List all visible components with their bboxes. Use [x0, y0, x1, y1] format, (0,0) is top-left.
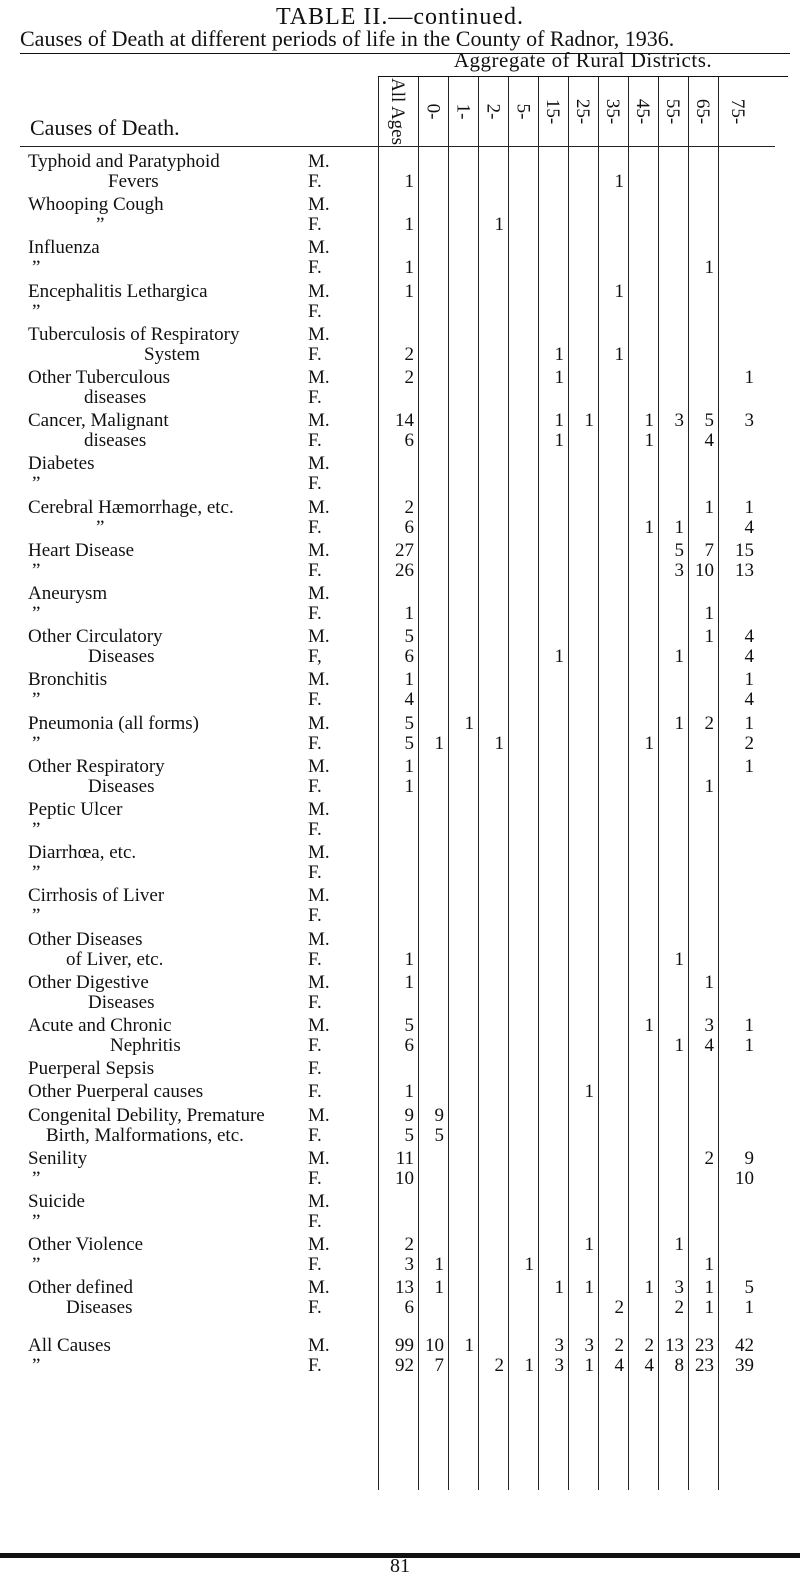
cause-label: Puerperal Sepsis	[28, 1058, 155, 1080]
sex-marker: M.	[308, 367, 330, 388]
table-cell: 1	[704, 626, 714, 648]
table-cell: 1	[524, 1254, 534, 1276]
sex-marker: F.	[308, 171, 322, 192]
table-cell: 1	[584, 1081, 594, 1103]
sex-marker: F.	[308, 559, 322, 581]
cause-label: Peptic Ulcer	[28, 799, 123, 820]
cause-label: Cancer, Malignant	[28, 410, 169, 432]
table-cell: 1	[704, 1254, 714, 1276]
cause-label: Typhoid and Paratyphoid	[28, 151, 220, 172]
table-cell: 1	[644, 516, 654, 538]
sex-marker: F.	[308, 430, 322, 452]
cause-label: Diabetes	[28, 453, 95, 475]
sex-marker: F.	[308, 1124, 322, 1146]
cause-label: Diseases	[66, 1297, 133, 1319]
table-cell: 6	[404, 1297, 414, 1319]
cause-label: ”	[32, 1167, 41, 1189]
cause-label: Fevers	[108, 171, 159, 192]
table-cell: 1	[554, 410, 564, 432]
sex-marker: M.	[308, 928, 330, 950]
cause-label: diseases	[84, 430, 147, 452]
sex-marker: M.	[308, 323, 330, 345]
column-rule	[508, 77, 509, 1490]
sex-marker: F.	[308, 516, 322, 538]
table-cell: 1	[744, 367, 754, 388]
table-cell: 1	[464, 1334, 474, 1356]
cause-label: Whooping Cough	[28, 194, 164, 216]
table-cell: 11	[395, 1147, 414, 1169]
sex-marker: M.	[308, 971, 330, 993]
table-cell: 2	[404, 1234, 414, 1256]
cause-label: diseases	[84, 387, 147, 408]
table-cell: 1	[644, 1277, 654, 1299]
table-cell: 1	[674, 646, 684, 668]
table-cell: 6	[404, 430, 414, 452]
table-cell: 1	[614, 280, 624, 302]
column-header: 45-	[632, 98, 654, 124]
table-cell: 9	[744, 1147, 754, 1169]
table-cell: 92	[395, 1354, 414, 1376]
table-subtitle: Causes of Death at different periods of life in the County of Radnor, 1936.	[20, 26, 675, 51]
sex-marker: F.	[308, 300, 322, 322]
sex-marker: M.	[308, 669, 330, 691]
table-cell: 1	[744, 496, 754, 518]
cause-label: Influenza	[28, 237, 100, 259]
table-cell: 6	[404, 1035, 414, 1056]
cause-label: ”	[32, 300, 41, 322]
table-cell: 1	[524, 1354, 534, 1376]
table-cell: 1	[404, 603, 414, 624]
sex-marker: M.	[308, 539, 330, 561]
cause-label: Birth, Malformations, etc.	[46, 1124, 244, 1146]
sex-marker: F.	[308, 819, 322, 840]
cause-label: Pneumonia (all forms)	[28, 712, 199, 734]
table-cell: 1	[404, 1081, 414, 1103]
table-cell: 1	[674, 948, 684, 970]
column-header: 15-	[542, 98, 564, 124]
table-cell: 1	[744, 1015, 754, 1036]
table-cell: 1	[554, 1277, 564, 1299]
column-header: 35-	[602, 98, 624, 124]
table-cell: 1	[674, 712, 684, 734]
table-cell: 1	[704, 971, 714, 993]
cause-label: ”	[32, 689, 41, 711]
table-cell: 2	[644, 1334, 654, 1356]
table-cell: 13	[665, 1334, 684, 1356]
table-cell: 2	[404, 496, 414, 518]
cause-label: Heart Disease	[28, 539, 135, 561]
cause-label: Suicide	[28, 1191, 85, 1212]
cause-label: of Liver, etc.	[66, 948, 164, 970]
table-cell: 1	[404, 948, 414, 970]
table-cell: 4	[404, 689, 414, 711]
table-cell: 5	[404, 626, 414, 648]
sex-marker: F.	[308, 862, 322, 884]
column-header: 2-	[482, 103, 504, 119]
table-cell: 10	[395, 1167, 414, 1189]
table-cell: 1	[614, 171, 624, 192]
table-cell: 1	[644, 410, 654, 432]
table-cell: 1	[434, 732, 444, 754]
cause-label: Diseases	[88, 646, 155, 668]
table-cell: 5	[744, 1277, 754, 1299]
column-header: 55-	[662, 98, 684, 124]
cause-label: Tuberculosis of Respiratory	[28, 323, 240, 345]
table-cell: 10	[695, 559, 714, 581]
table-cell: 1	[554, 343, 564, 365]
table-cell: 2	[494, 1354, 504, 1376]
sex-marker: F.	[308, 775, 322, 797]
table-cell: 3	[704, 1015, 714, 1036]
column-rule	[718, 77, 719, 1490]
table-cell: 99	[395, 1334, 414, 1356]
table-cell: 2	[744, 732, 754, 754]
sex-marker: F.	[308, 1167, 322, 1189]
table-title: TABLE II.—continued.	[275, 4, 525, 30]
table-cell: 3	[674, 559, 684, 581]
table-cell: 4	[704, 430, 714, 452]
table-cell: 23	[695, 1334, 714, 1356]
table-cell: 2	[614, 1334, 624, 1356]
sex-marker: M.	[308, 842, 330, 864]
cause-label: Other Circulatory	[28, 626, 163, 648]
sex-marker: M.	[308, 1104, 330, 1126]
cause-label: Aneurysm	[28, 583, 108, 604]
sex-marker: M.	[308, 712, 330, 734]
table-cell: 1	[404, 214, 414, 236]
table-cell: 1	[434, 1277, 444, 1299]
table-cell: 27	[395, 539, 414, 561]
page-number: 81	[390, 1555, 410, 1577]
table-cell: 3	[674, 1277, 684, 1299]
table-cell: 1	[674, 1035, 684, 1056]
cause-label: ”	[32, 905, 41, 927]
table-cell: 1	[744, 712, 754, 734]
cause-label: Other Tuberculous	[28, 367, 170, 388]
cause-label: Cerebral Hæmorrhage, etc.	[28, 496, 234, 518]
cause-label: ”	[32, 1211, 41, 1232]
cause-label: Encephalitis Lethargica	[28, 280, 208, 302]
cause-label: ”	[96, 516, 105, 538]
cause-label: ”	[96, 214, 105, 236]
table-cell: 1	[644, 1015, 654, 1036]
table-cell: 3	[554, 1334, 564, 1356]
sex-marker: F.	[308, 603, 322, 624]
table-cell: 1	[704, 775, 714, 797]
table-cell: 5	[404, 712, 414, 734]
column-header: 75-	[727, 98, 749, 124]
sex-marker: F.	[308, 1297, 322, 1319]
sex-marker: M.	[308, 626, 330, 648]
cause-label: ”	[32, 473, 41, 495]
table-cell: 1	[584, 410, 594, 432]
table-cell: 13	[395, 1277, 414, 1299]
cause-label: Other Diseases	[28, 928, 143, 950]
sex-marker: M.	[308, 583, 330, 604]
cause-label: ”	[32, 732, 41, 754]
cause-label: ”	[32, 257, 41, 279]
table-cell: 1	[744, 1035, 754, 1056]
sex-marker: M.	[308, 237, 330, 259]
cause-label: ”	[32, 862, 41, 884]
sex-marker: F.	[308, 1354, 322, 1376]
table-cell: 5	[404, 1124, 414, 1146]
table-cell: 4	[704, 1035, 714, 1056]
sex-marker: F.	[308, 905, 322, 927]
table-cell: 1	[644, 732, 654, 754]
sex-marker: F.	[308, 473, 322, 495]
aggregate-rule	[378, 76, 788, 77]
table-cell: 6	[404, 646, 414, 668]
table-cell: 10	[425, 1334, 444, 1356]
table-cell: 1	[404, 755, 414, 777]
table-cell: 1	[404, 775, 414, 797]
cause-label: Diseases	[88, 991, 155, 1013]
table-cell: 1	[554, 367, 564, 388]
column-header: All Ages	[387, 77, 409, 145]
table-cell: 42	[735, 1334, 754, 1356]
sex-marker: M.	[308, 1147, 330, 1169]
table-cell: 9	[434, 1104, 444, 1126]
sex-marker: M.	[308, 1234, 330, 1256]
cause-label: Bronchitis	[28, 669, 108, 691]
cause-label: Other defined	[28, 1277, 133, 1299]
table-cell: 1	[404, 669, 414, 691]
table-cell: 3	[584, 1334, 594, 1356]
cause-label: ”	[32, 603, 41, 624]
table-cell: 1	[554, 646, 564, 668]
sex-marker: F.	[308, 1035, 322, 1056]
column-rule	[448, 77, 449, 1490]
cause-label: Other Violence	[28, 1234, 144, 1256]
sex-marker: F,	[308, 646, 322, 668]
table-cell: 6	[404, 516, 414, 538]
cause-label: ”	[32, 559, 41, 581]
table-cell: 1	[434, 1254, 444, 1276]
table-cell: 1	[704, 603, 714, 624]
sex-marker: M.	[308, 1277, 330, 1299]
column-header: 0-	[422, 103, 444, 119]
table-cell: 5	[404, 1015, 414, 1036]
table-cell: 1	[704, 1297, 714, 1319]
table-cell: 5	[404, 732, 414, 754]
table-cell: 4	[744, 516, 754, 538]
cause-label: Diarrhœa, etc.	[28, 842, 137, 864]
table-cell: 2	[404, 343, 414, 365]
table-cell: 1	[404, 280, 414, 302]
cause-label: Senility	[28, 1147, 88, 1169]
table-cell: 5	[674, 539, 684, 561]
table-cell: 1	[584, 1234, 594, 1256]
sex-marker: M.	[308, 496, 330, 518]
table-cell: 1	[494, 732, 504, 754]
sex-marker: M.	[308, 755, 330, 777]
sex-marker: M.	[308, 410, 330, 432]
column-header: 1-	[452, 103, 474, 119]
sex-marker: M.	[308, 194, 330, 216]
table-cell: 1	[614, 343, 624, 365]
sex-marker: M.	[308, 1015, 330, 1036]
table-cell: 3	[554, 1354, 564, 1376]
table-cell: 3	[674, 410, 684, 432]
sex-marker: F.	[308, 1081, 322, 1103]
table-cell: 10	[735, 1167, 754, 1189]
cause-label: Other Respiratory	[28, 755, 165, 777]
causes-column-header: Causes of Death.	[30, 115, 180, 140]
table-cell: 14	[395, 410, 414, 432]
table-cell: 1	[554, 430, 564, 452]
cause-label: ”	[32, 1254, 41, 1276]
column-header: 5-	[512, 103, 534, 119]
sex-marker: M.	[308, 799, 330, 820]
cause-label: Cirrhosis of Liver	[28, 885, 165, 907]
table-cell: 1	[744, 1297, 754, 1319]
cause-label: ”	[32, 1354, 41, 1376]
sex-marker: M.	[308, 453, 330, 475]
table-cell: 15	[735, 539, 754, 561]
sex-marker: F.	[308, 732, 322, 754]
table-cell: 4	[644, 1354, 654, 1376]
table-cell: 4	[744, 646, 754, 668]
sex-marker: F.	[308, 689, 322, 711]
table-cell: 4	[614, 1354, 624, 1376]
sex-marker: F.	[308, 948, 322, 970]
table-cell: 4	[744, 689, 754, 711]
sex-marker: F.	[308, 1254, 322, 1276]
table-cell: 13	[735, 559, 754, 581]
table-cell: 7	[704, 539, 714, 561]
sex-marker: M.	[308, 151, 330, 172]
table-cell: 1	[674, 516, 684, 538]
table-cell: 1	[584, 1354, 594, 1376]
cause-label: System	[144, 343, 200, 365]
table-cell: 1	[704, 1277, 714, 1299]
table-cell: 2	[614, 1297, 624, 1319]
cause-label: Other Digestive	[28, 971, 149, 993]
table-cell: 1	[494, 214, 504, 236]
sex-marker: M.	[308, 885, 330, 907]
table-cell: 7	[434, 1354, 444, 1376]
cause-label: Acute and Chronic	[28, 1015, 172, 1036]
table-cell: 1	[404, 257, 414, 279]
table-cell: 2	[704, 712, 714, 734]
cause-label: ”	[32, 819, 41, 840]
table-cell: 2	[674, 1297, 684, 1319]
table-cell: 1	[704, 257, 714, 279]
column-header: 65-	[692, 98, 714, 124]
table-cell: 4	[744, 626, 754, 648]
table-cell: 26	[395, 559, 414, 581]
table-cell: 1	[644, 430, 654, 452]
table-cell: 8	[674, 1354, 684, 1376]
sex-marker: F.	[308, 1058, 322, 1080]
sex-marker: F.	[308, 1211, 322, 1232]
table-cell: 1	[744, 669, 754, 691]
table-cell: 9	[404, 1104, 414, 1126]
cause-label: Other Puerperal causes	[28, 1081, 204, 1103]
table-cell: 1	[464, 712, 474, 734]
table-cell: 1	[404, 971, 414, 993]
table-cell: 5	[704, 410, 714, 432]
table-cell: 1	[584, 1277, 594, 1299]
table-cell: 2	[404, 367, 414, 388]
table-cell: 1	[704, 496, 714, 518]
sex-marker: F.	[308, 387, 322, 408]
sex-marker: F.	[308, 257, 322, 279]
table-cell: 3	[404, 1254, 414, 1276]
sex-marker: M.	[308, 1334, 330, 1356]
table-cell: 2	[704, 1147, 714, 1169]
table-cell: 5	[434, 1124, 444, 1146]
aggregate-heading: Aggregate of Rural Districts.	[453, 48, 713, 72]
table-cell: 39	[735, 1354, 754, 1376]
table-cell: 23	[695, 1354, 714, 1376]
cause-label: Congenital Debility, Premature	[28, 1104, 265, 1126]
table-cell: 3	[744, 410, 754, 432]
sex-marker: F.	[308, 991, 322, 1013]
cause-label: Nephritis	[110, 1035, 181, 1056]
sex-marker: F.	[308, 214, 322, 236]
sex-marker: M.	[308, 1191, 330, 1212]
sex-marker: F.	[308, 343, 322, 365]
cause-label: All Causes	[28, 1334, 111, 1356]
table-cell: 1	[674, 1234, 684, 1256]
header-rule	[20, 146, 775, 147]
column-rule	[478, 77, 479, 1490]
cause-label: Diseases	[88, 775, 155, 797]
column-header: 25-	[572, 98, 594, 124]
sex-marker: M.	[308, 280, 330, 302]
table-cell: 1	[404, 171, 414, 192]
table-cell: 1	[744, 755, 754, 777]
column-rule	[378, 77, 379, 1490]
